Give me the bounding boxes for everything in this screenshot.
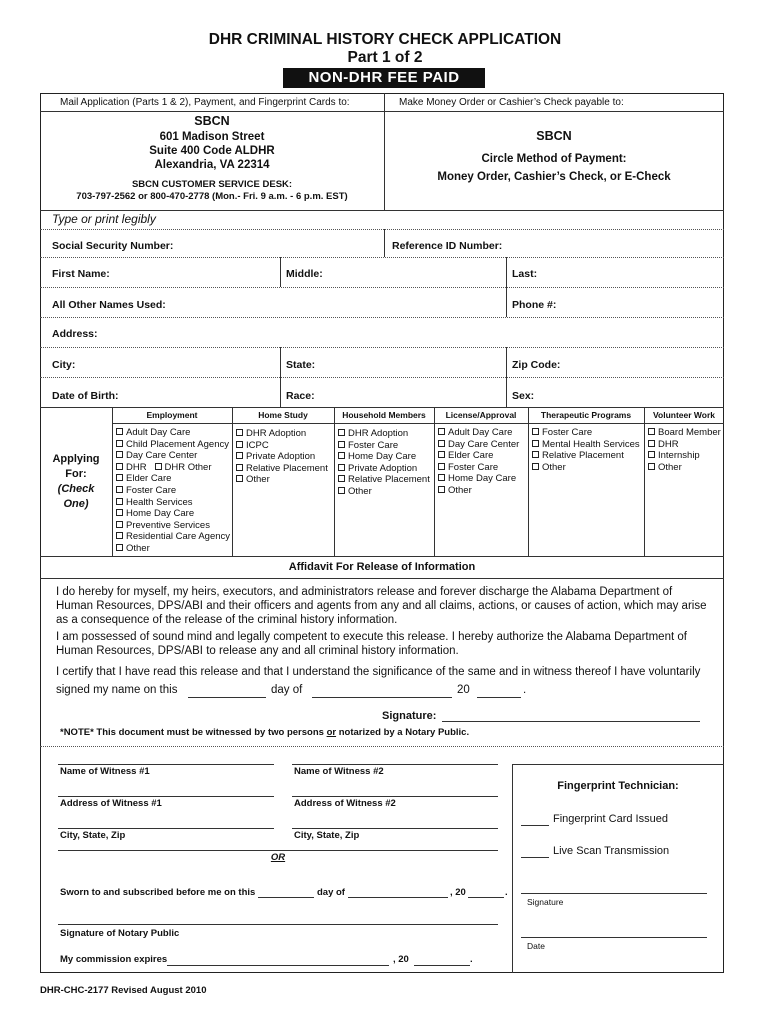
checkbox-icon[interactable] [236, 441, 243, 448]
checkbox-option[interactable]: Foster Care [116, 485, 230, 497]
witness1-name-line[interactable] [58, 764, 274, 765]
checkbox-icon[interactable] [338, 429, 345, 436]
col-header-household: Household Members [342, 410, 426, 420]
license-options [438, 427, 519, 497]
tech-signature-line[interactable] [521, 893, 707, 894]
checkbox-icon[interactable] [116, 532, 123, 539]
checkbox-option[interactable]: Other [116, 543, 230, 555]
therapeutic-options [532, 427, 640, 473]
home-study-options [236, 428, 328, 486]
notary-signature-label: Signature of Notary Public [60, 928, 180, 939]
checkbox-option[interactable]: Relative Placement [532, 450, 640, 462]
checkbox-icon[interactable] [648, 428, 655, 435]
checkbox-icon[interactable] [438, 463, 445, 470]
checkbox-icon[interactable] [116, 428, 123, 435]
checkbox-option[interactable]: Other [338, 486, 430, 498]
checkbox-icon[interactable] [338, 441, 345, 448]
checkbox-option[interactable]: Adult Day Care [438, 427, 519, 439]
check-label: (Check [57, 483, 95, 495]
signed-year-line[interactable] [477, 697, 521, 698]
checkbox-option[interactable]: Internship [648, 450, 721, 462]
witness2-name-line[interactable] [292, 764, 498, 765]
checkbox-option[interactable]: Day Care Center [438, 439, 519, 451]
checkbox-icon[interactable] [116, 544, 123, 551]
witness1-address-label: Address of Witness #1 [60, 798, 162, 809]
witness2-address-label: Address of Witness #2 [294, 798, 396, 809]
signed-period: . [523, 684, 527, 696]
card-issued-label: Fingerprint Card Issued [553, 813, 668, 825]
checkbox-option[interactable]: ICPC [236, 440, 328, 452]
checkbox-icon[interactable] [648, 463, 655, 470]
checkbox-icon[interactable] [116, 451, 123, 458]
city-label: City: [52, 359, 76, 371]
checkbox-option[interactable]: DHR Adoption [236, 428, 328, 440]
affidavit-p3: I certify that I have read this release and that I understand the significance of the same and in witness thereof I have voluntarily [56, 666, 701, 678]
checkbox-option[interactable]: Home Day Care [438, 473, 519, 485]
mail-city: Alexandria, VA 22314 [154, 159, 270, 171]
mail-street: 601 Madison Street [159, 131, 265, 143]
checkbox-icon[interactable] [236, 452, 243, 459]
witness2-address-line[interactable] [292, 796, 498, 797]
mail-suite: Suite 400 Code ALDHR [149, 145, 275, 157]
sworn-month-line[interactable] [348, 897, 448, 898]
checkbox-icon[interactable] [116, 486, 123, 493]
witness2-city-line[interactable] [292, 828, 498, 829]
witness-note: *NOTE* This document must be witnessed by two persons or notarized by a Notary Public. [60, 727, 470, 738]
checkbox-option[interactable]: Elder Care [116, 473, 230, 485]
checkbox-icon[interactable] [116, 440, 123, 447]
checkbox-icon[interactable] [532, 451, 539, 458]
first-name-label: First Name: [52, 268, 110, 280]
signed-day-line[interactable] [188, 697, 266, 698]
commission-period: . [470, 954, 473, 965]
dob-label: Date of Birth: [52, 390, 119, 402]
sworn-day-line[interactable] [258, 897, 314, 898]
live-scan-line[interactable] [521, 857, 549, 858]
form-number: DHR-CHC-2177 Revised August 2010 [40, 985, 207, 996]
affidavit-title: Affidavit For Release of Information [288, 561, 476, 573]
state-label: State: [286, 359, 316, 371]
sworn-period: . [505, 887, 508, 898]
volunteer-options [648, 427, 721, 473]
checkbox-option[interactable]: DHR [648, 439, 721, 451]
notary-signature-line[interactable] [58, 924, 498, 925]
col-header-license: License/Approval [445, 410, 517, 420]
zip-label: Zip Code: [512, 359, 561, 371]
middle-name-label: Middle: [286, 268, 323, 280]
witness2-name-label: Name of Witness #2 [294, 766, 384, 777]
signature-label: Signature: [382, 710, 437, 722]
checkbox-option[interactable]: Relative Placement [338, 474, 430, 486]
col-header-employment: Employment [146, 410, 198, 420]
signature-line[interactable] [442, 721, 700, 722]
employment-options [116, 427, 230, 555]
checkbox-option[interactable]: DHR DHR Other [116, 462, 230, 474]
applying-for-label: For: [65, 468, 87, 480]
mail-org: SBCN [194, 114, 230, 128]
witness2-city-label: City, State, Zip [294, 830, 360, 841]
checkbox-option[interactable]: Relative Placement [236, 463, 328, 475]
checkbox-option[interactable]: Preventive Services [116, 520, 230, 532]
desk-phone: 703-797-2562 or 800-470-2778 (Mon.- Fri. 9 a.m. - 6 p.m. EST) [76, 191, 348, 202]
checkbox-icon[interactable] [438, 486, 445, 493]
checkbox-option[interactable]: Other [532, 462, 640, 474]
checkbox-icon[interactable] [116, 463, 123, 470]
affidavit-p1: I do hereby for myself, my heirs, executors, and administrators release and forever discharge the Alabama Department of Human Resources, DPS/ABI and their officers and agents from any and all claims, actions, or causes of action, which may arise as a consequence of the release of the criminal history information. [56, 586, 707, 626]
checkbox-option[interactable]: Adult Day Care [116, 427, 230, 439]
commission-date-line[interactable] [167, 965, 389, 966]
fee-badge: NON-DHR FEE PAID [283, 68, 485, 88]
live-scan-label: Live Scan Transmission [553, 845, 670, 857]
checkbox-icon[interactable] [338, 464, 345, 471]
checkbox-option[interactable]: Private Adoption [236, 451, 328, 463]
checkbox-icon[interactable] [438, 451, 445, 458]
commission-label: My commission expires [60, 954, 168, 965]
checkbox-icon[interactable] [648, 451, 655, 458]
other-names-label: All Other Names Used: [52, 299, 166, 311]
witness1-city-line[interactable] [58, 828, 274, 829]
checkbox-icon[interactable] [116, 509, 123, 516]
checkbox-icon[interactable] [116, 474, 123, 481]
checkbox-icon[interactable] [532, 428, 539, 435]
checkbox-option[interactable]: DHR Adoption [338, 428, 430, 440]
type-note: Type or print legibly [52, 212, 156, 226]
checkbox-icon[interactable] [236, 464, 243, 471]
witness1-city-label: City, State, Zip [60, 830, 126, 841]
checkbox-option[interactable]: Residential Care Agency [116, 531, 230, 543]
checkbox-option[interactable]: Foster Care [438, 462, 519, 474]
sworn-dayof-label: day of [317, 887, 345, 898]
commission-year-line[interactable] [414, 965, 470, 966]
one-label: One) [63, 498, 89, 510]
checkbox-icon[interactable] [155, 463, 162, 470]
checkbox-option[interactable]: Other [648, 462, 721, 474]
checkbox-option[interactable]: Mental Health Services [532, 439, 640, 451]
payment-instruction: Make Money Order or Cashier’s Check payable to: [399, 97, 624, 108]
sworn-century-label: , 20 [450, 887, 466, 898]
signed-century-label: 20 [457, 684, 470, 696]
payment-methods: Money Order, Cashier’s Check, or E-Check [437, 171, 671, 183]
tech-title: Fingerprint Technician: [557, 780, 679, 792]
card-issued-line[interactable] [521, 825, 549, 826]
checkbox-icon[interactable] [236, 475, 243, 482]
method-label: Circle Method of Payment: [481, 153, 627, 165]
checkbox-icon[interactable] [438, 428, 445, 435]
household-options [338, 428, 430, 498]
col-header-volunteer: Volunteer Work [652, 410, 716, 420]
checkbox-icon[interactable] [236, 429, 243, 436]
sex-label: Sex: [512, 390, 535, 402]
form-part: Part 1 of 2 [347, 49, 423, 66]
signed-on-label: signed my name on this [56, 684, 178, 696]
checkbox-option[interactable]: Other [438, 485, 519, 497]
signed-dayof-label: day of [271, 684, 303, 696]
sworn-year-line[interactable] [468, 897, 504, 898]
or-divider: OR [270, 852, 286, 863]
checkbox-icon[interactable] [532, 440, 539, 447]
checkbox-icon[interactable] [648, 440, 655, 447]
checkbox-icon[interactable] [438, 440, 445, 447]
address-label: Address: [52, 328, 98, 340]
tech-date-line[interactable] [521, 937, 707, 938]
affidavit-p2: I am possessed of sound mind and legally competent to execute this release. I hereby authorize the Alabama Department of Human Resources, DPS/ABI to release any and all criminal history information. [56, 631, 687, 657]
witness1-name-label: Name of Witness #1 [60, 766, 150, 777]
checkbox-option[interactable]: Foster Care [338, 440, 430, 452]
refid-label: Reference ID Number: [392, 240, 503, 252]
commission-century-label: , 20 [393, 954, 409, 965]
checkbox-option[interactable]: Day Care Center [116, 450, 230, 462]
checkbox-option[interactable]: Elder Care [438, 450, 519, 462]
desk-title: SBCN CUSTOMER SERVICE DESK: [131, 179, 293, 190]
ssn-label: Social Security Number: [52, 240, 174, 252]
checkbox-icon[interactable] [532, 463, 539, 470]
payee: SBCN [536, 129, 572, 143]
checkbox-icon[interactable] [338, 487, 345, 494]
mail-instruction: Mail Application (Parts 1 & 2), Payment, and Fingerprint Cards to: [60, 97, 350, 108]
applying-label: Applying [52, 453, 100, 465]
race-label: Race: [286, 390, 315, 402]
tech-signature-label: Signature [527, 897, 564, 907]
checkbox-option[interactable]: Child Placement Agency [116, 439, 230, 451]
checkbox-option[interactable]: Home Day Care [116, 508, 230, 520]
checkbox-icon[interactable] [116, 498, 123, 505]
checkbox-option[interactable]: Other [236, 474, 328, 486]
checkbox-option[interactable]: Private Adoption [338, 463, 430, 475]
checkbox-option[interactable]: Health Services [116, 497, 230, 509]
checkbox-option[interactable]: Board Member [648, 427, 721, 439]
form-title: DHR CRIMINAL HISTORY CHECK APPLICATION [208, 31, 562, 48]
col-header-therapeutic: Therapeutic Programs [540, 410, 632, 420]
checkbox-option[interactable]: Foster Care [532, 427, 640, 439]
last-name-label: Last: [512, 268, 538, 280]
phone-label: Phone #: [512, 299, 557, 311]
checkbox-icon[interactable] [116, 521, 123, 528]
tech-date-label: Date [527, 941, 545, 951]
checkbox-icon[interactable] [338, 475, 345, 482]
checkbox-icon[interactable] [438, 474, 445, 481]
witness1-address-line[interactable] [58, 796, 274, 797]
signed-month-line[interactable] [312, 697, 452, 698]
checkbox-option[interactable]: Home Day Care [338, 451, 430, 463]
col-header-home-study: Home Study [258, 410, 308, 420]
sworn-label: Sworn to and subscribed before me on this [60, 887, 256, 898]
checkbox-icon[interactable] [338, 452, 345, 459]
